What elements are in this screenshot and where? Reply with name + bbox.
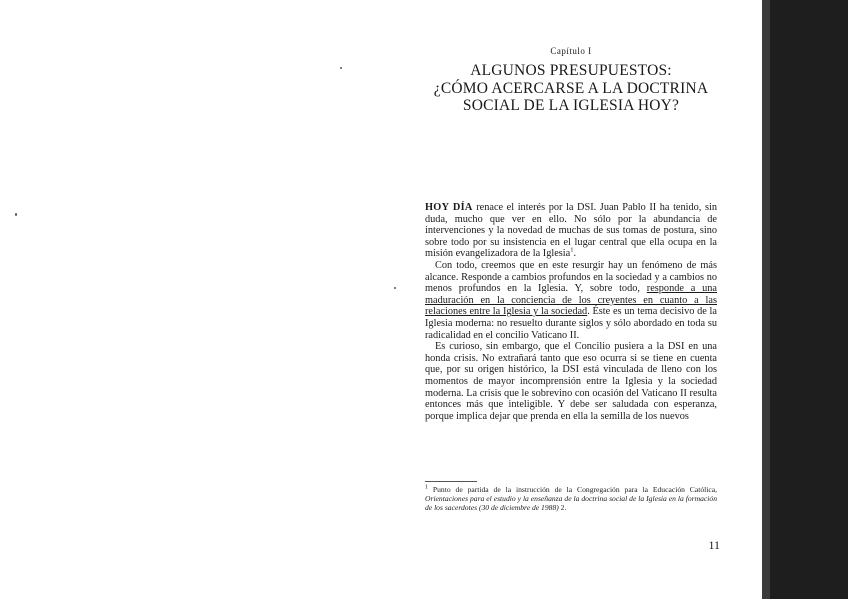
paragraph-text: Con todo, creemos que en este resurgir hay un fenómeno de más alcance. Responde a cambios profundos en la sociedad y a cambios no menos profundos en la Iglesia. Y, sobre todo, (425, 259, 717, 295)
scan-speck (394, 287, 396, 289)
footnote (425, 486, 717, 513)
footnote-number: 1 (425, 484, 428, 491)
body-text (425, 202, 717, 422)
paragraph (425, 260, 717, 341)
paragraph-end: . (573, 248, 577, 260)
title-line: ¿CÓMO ACERCARSE A LA DOCTRINA (433, 79, 709, 97)
chapter-label: Capítulo I (550, 46, 592, 56)
footnote-divider (425, 481, 477, 482)
footnote-reference: 1 (570, 246, 574, 254)
underlined-passage: responde a una maduración en la conciencia de los creyentes en cuanto a las relaciones entre la Iglesia y la sociedad (425, 283, 717, 318)
footnote-text: Punto de partida de la instrucción de la Congregación para la Educación Católica, (432, 485, 718, 494)
scan-edge-shadow (762, 0, 848, 599)
chapter-title (420, 62, 722, 115)
paragraph-text: Es curioso, sin embargo, que el Concilio pusiera a la DSI en una honda crisis. No extrañará tanto que eso ocurra si se tiene en cuenta que, por su origen histórico, la DSI está vinculada de lleno con los momentos de mayor incomprensión entre la Iglesia y la sociedad moderna. La crisis que le sobrevino con ocasión del Vaticano II resulta entonces más que inteligible. Y debe ser saludada con esperanza, porque implica dejar que prenda en ella la semilla de los nuevos (425, 341, 717, 422)
title-line: SOCIAL DE LA IGLESIA HOY? (462, 97, 680, 114)
paragraph (425, 341, 717, 422)
scan-speck (15, 213, 17, 216)
scan-speck (340, 67, 342, 69)
paragraph-lead: HOY DÍA (425, 202, 473, 213)
page-number: 11 (708, 538, 720, 552)
footnote-text: 2. (558, 502, 567, 512)
footnote-title: Orientaciones para el estudio y la enseñanza de la doctrina social de la Iglesia en la formación de los sacerdotes (30 de diciembre de 1988) (425, 493, 717, 512)
title-line: ALGUNOS PRESUPUESTOS: (470, 62, 672, 79)
paragraph (425, 202, 717, 260)
paragraph-text: . Éste es un tema decisivo de la Iglesia moderna: no resuelto durante siglos y sólo abordado en toda su radicalidad en el concilio Vaticano II. (425, 306, 717, 341)
paragraph-text: renace el interés por la DSI. Juan Pablo II ha tenido, sin duda, mucho que ver en ello. No sólo por la abundancia de intervenciones y la novedad de muchas de sus tomas de postura, sino sobre todo por su insistencia en el lugar central que ella ocupa en la misión evangelizadora de la Iglesia (425, 202, 717, 260)
